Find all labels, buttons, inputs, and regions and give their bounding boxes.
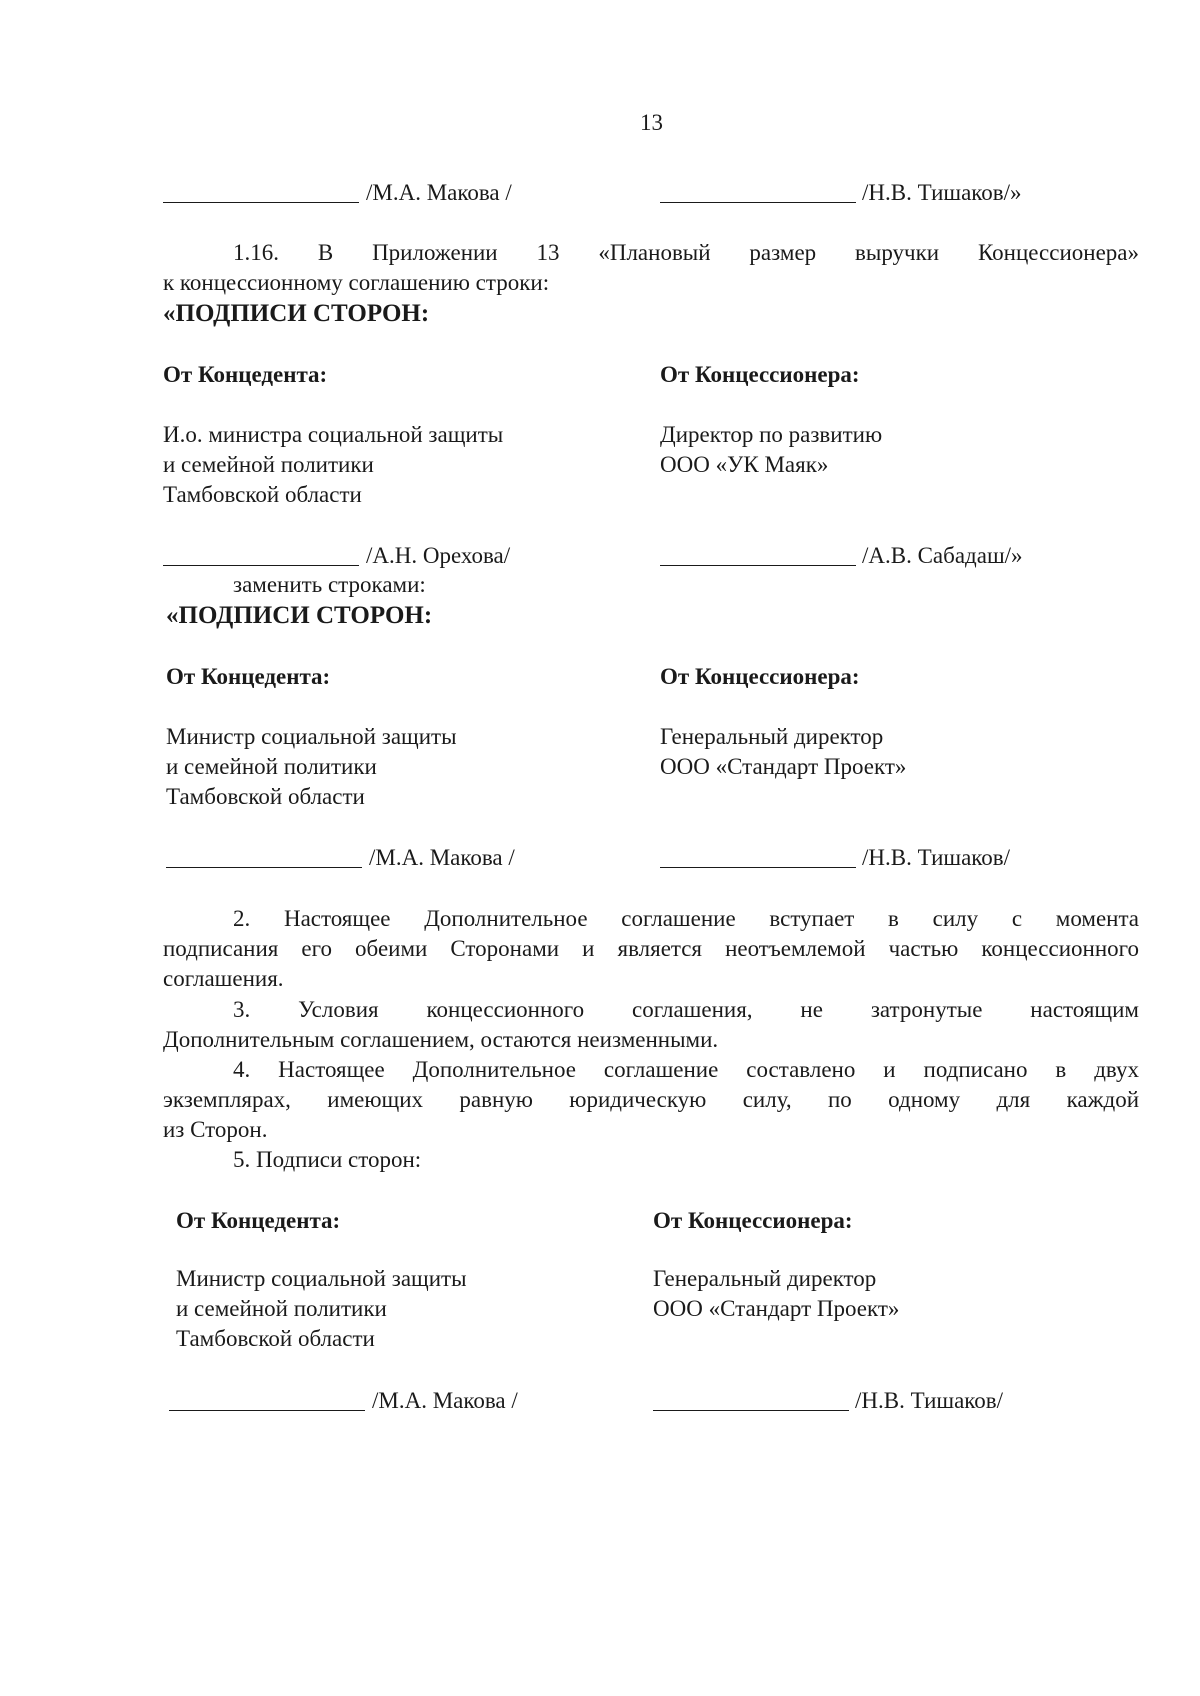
- final-concessionaire-name: /Н.В. Тишаков/: [855, 1388, 1004, 1413]
- final-concessionaire-position-1: Генеральный директор: [653, 1266, 877, 1291]
- clause-1-16-line2: к концессионному соглашению строки:: [163, 270, 550, 295]
- signature-line: [169, 1410, 365, 1411]
- final-grantor-position-1: Министр социальной защиты: [176, 1266, 467, 1291]
- clause-5-line1: 5. Подписи сторон:: [233, 1147, 422, 1172]
- new-grantor-position-2: и семейной политики: [166, 754, 377, 779]
- new-concessionaire-position-2: ООО «Стандарт Проект»: [660, 754, 907, 779]
- old-grantor-position-2: и семейной политики: [163, 452, 374, 477]
- old-signatures-heading: «ПОДПИСИ СТОРОН:: [163, 300, 430, 327]
- old-concessionaire-title: От Концессионера:: [660, 362, 860, 387]
- new-grantor-name: /М.А. Макова /: [369, 845, 515, 870]
- clause-4-line1: 4. Настоящее Дополнительное соглашение составлено и подписано в двух: [233, 1057, 1139, 1082]
- old-grantor-name: /А.Н. Орехова/: [366, 543, 511, 568]
- final-concessionaire-position-2: ООО «Стандарт Проект»: [653, 1296, 900, 1321]
- clause-4-line2: экземплярах, имеющих равную юридическую силу, по одному для каждой: [163, 1087, 1139, 1112]
- new-grantor-title: От Концедента:: [166, 664, 331, 689]
- final-grantor-position-3: Тамбовской области: [176, 1326, 375, 1351]
- new-concessionaire-title: От Концессионера:: [660, 664, 860, 689]
- old-grantor-position-3: Тамбовской области: [163, 482, 362, 507]
- clause-4-line3: из Сторон.: [163, 1117, 268, 1142]
- clause-2-line3: соглашения.: [163, 966, 284, 991]
- old-grantor-position-1: И.о. министра социальной защиты: [163, 422, 504, 447]
- signature-line: [163, 202, 359, 203]
- final-grantor-name: /М.А. Макова /: [372, 1388, 518, 1413]
- clause-3-line1: 3. Условия концессионного соглашения, не затронутые настоящим: [233, 997, 1139, 1022]
- old-grantor-title: От Концедента:: [163, 362, 328, 387]
- signature-line: [660, 867, 856, 868]
- signature-line: [660, 565, 856, 566]
- signature-line: [660, 202, 856, 203]
- page-number: 13: [640, 110, 663, 135]
- final-concessionaire-title: От Концессионера:: [653, 1208, 853, 1233]
- new-signatures-heading: «ПОДПИСИ СТОРОН:: [166, 602, 433, 629]
- clause-1-16-line1: 1.16. В Приложении 13 «Плановый размер выручки Концессионера»: [233, 240, 1139, 265]
- clause-3-line2: Дополнительным соглашением, остаются неизменными.: [163, 1027, 719, 1052]
- new-grantor-position-1: Министр социальной защиты: [166, 724, 457, 749]
- new-concessionaire-name: /Н.В. Тишаков/: [862, 845, 1011, 870]
- final-grantor-title: От Концедента:: [176, 1208, 341, 1233]
- old-concessionaire-position-2: ООО «УК Маяк»: [660, 452, 829, 477]
- replace-text: заменить строками:: [233, 572, 426, 597]
- final-grantor-position-2: и семейной политики: [176, 1296, 387, 1321]
- signature-line: [166, 867, 362, 868]
- signature-line: [163, 565, 359, 566]
- clause-2-line2: подписания его обеими Сторонами и является неотъемлемой частью концессионного: [163, 936, 1139, 961]
- new-concessionaire-position-1: Генеральный директор: [660, 724, 884, 749]
- signature-name-right: /Н.В. Тишаков/»: [862, 180, 1022, 205]
- old-concessionaire-name: /А.В. Сабадаш/»: [862, 543, 1023, 568]
- signature-line: [653, 1410, 849, 1411]
- signature-name-left: /М.А. Макова /: [366, 180, 512, 205]
- new-grantor-position-3: Тамбовской области: [166, 784, 365, 809]
- clause-2-line1: 2. Настоящее Дополнительное соглашение вступает в силу с момента: [233, 906, 1139, 931]
- old-concessionaire-position-1: Директор по развитию: [660, 422, 883, 447]
